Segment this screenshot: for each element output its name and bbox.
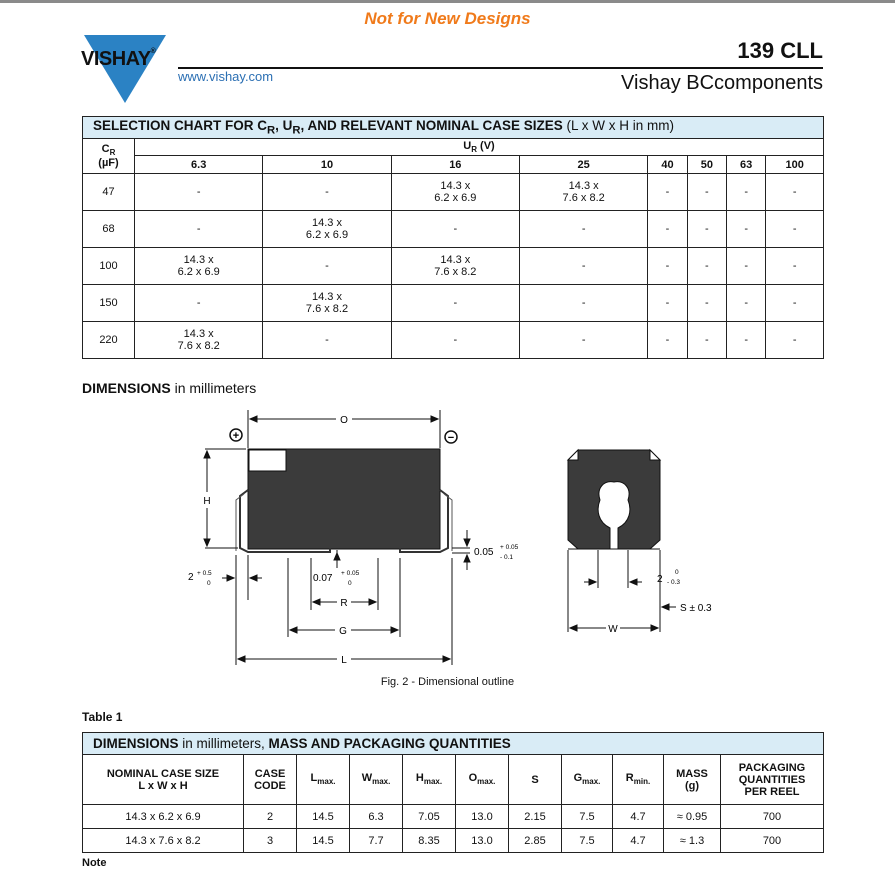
case-size-line: 14.3 x [440, 180, 471, 192]
case-size-cell [687, 285, 726, 322]
case-size-cell [519, 322, 647, 359]
case-size-line: 7.6 x 8.2 [177, 340, 220, 352]
table-cell: 3 [244, 829, 297, 853]
table-cell: 13.0 [456, 829, 509, 853]
case-size-line: - [581, 334, 586, 346]
table-row [83, 174, 824, 211]
case-size-cell [727, 285, 766, 322]
table-cell: 2.15 [509, 805, 562, 829]
table-cell: 14.3 x 6.2 x 6.9 [83, 805, 244, 829]
case-size-cell [135, 174, 263, 211]
table-cell: 14.5 [297, 805, 350, 829]
tol-2-plus: + 0.5 [197, 570, 212, 577]
case-size-line: 7.6 x 8.2 [434, 266, 477, 278]
header-case-size: NOMINAL CASE SIZE L x W x H [83, 755, 244, 805]
table-cell: 7.5 [562, 829, 613, 853]
capacitance-cell: 220 [83, 322, 135, 359]
case-size-line: 7.6 x 8.2 [562, 192, 605, 204]
case-size-cell [519, 211, 647, 248]
dim-label-o: O [340, 415, 348, 426]
case-size-line: - [665, 334, 670, 346]
dim-label-g: G [339, 626, 347, 637]
table-row [83, 805, 824, 829]
case-size-cell [766, 322, 824, 359]
voltage-header-row [83, 156, 824, 174]
case-size-cell [391, 248, 519, 285]
tol-005-plus: + 0.05 [500, 544, 519, 551]
table1-header-row [83, 755, 824, 805]
case-size-line: - [325, 334, 329, 346]
case-size-cell [135, 248, 263, 285]
case-size-cell [727, 174, 766, 211]
case-size-cell [391, 322, 519, 359]
registered-mark: ® [150, 48, 156, 55]
voltage-header: 50 [687, 156, 726, 174]
table-cell: 2 [244, 805, 297, 829]
case-size-line: - [704, 260, 709, 272]
tol-2r-plus: 0 [675, 569, 679, 576]
case-size-line: 14.3 x [440, 254, 471, 266]
case-size-line: - [453, 297, 458, 309]
header-mass: MASS (g) [664, 755, 721, 805]
table-cell: 7.05 [403, 805, 456, 829]
case-size-cell [263, 211, 391, 248]
header-w-max: $W_{max.}$ [350, 755, 403, 805]
tol-007-plus: + 0.05 [341, 570, 360, 577]
case-size-line: - [325, 186, 329, 198]
voltage-header: 6.3 [135, 156, 263, 174]
case-size-cell [727, 248, 766, 285]
voltage-header: 10 [263, 156, 391, 174]
case-size-line: 14.3 x [568, 180, 599, 192]
tol-007-main: 0.07 [313, 573, 333, 584]
table-row [83, 829, 824, 853]
case-size-line: 14.3 x [312, 291, 342, 303]
case-size-line: - [581, 297, 586, 309]
case-size-cell [135, 285, 263, 322]
table-cell: 6.3 [350, 805, 403, 829]
table1-label: Table 1 [82, 710, 123, 724]
tol-2-main: 2 [188, 572, 194, 583]
table-cell: 7.5 [562, 805, 613, 829]
case-size-line: - [792, 186, 797, 198]
case-size-cell [766, 285, 824, 322]
case-size-line: - [792, 223, 797, 235]
figure-caption: Fig. 2 - Dimensional outline [380, 676, 515, 688]
case-size-cell [766, 248, 824, 285]
table1-title: DIMENSIONS in millimeters, MASS AND PACKAGING QUANTITIES [83, 733, 824, 755]
tol-007-minus: 0 [348, 580, 352, 587]
voltage-header: 100 [766, 156, 824, 174]
header-g-max: $G_{max.}$ [562, 755, 613, 805]
table-cell: 14.3 x 7.6 x 8.2 [83, 829, 244, 853]
table-cell: 8.35 [403, 829, 456, 853]
case-size-cell [519, 248, 647, 285]
table-cell: 700 [721, 829, 824, 853]
capacitance-cell: 68 [83, 211, 135, 248]
voltage-header: 63 [727, 156, 766, 174]
case-size-line: - [196, 186, 201, 198]
not-for-new-designs-notice: Not for New Designs [364, 9, 531, 28]
case-size-line: 14.3 x [312, 217, 342, 229]
case-size-line: 6.2 x 6.9 [305, 229, 349, 241]
case-size-cell [766, 174, 824, 211]
case-size-cell [263, 248, 391, 285]
case-size-line: - [792, 334, 797, 346]
header-s: S [509, 755, 562, 805]
tol-005-minus: - 0.1 [500, 554, 514, 561]
tol-005-main: 0.05 [474, 547, 494, 558]
case-size-cell [519, 174, 647, 211]
case-size-cell [135, 211, 263, 248]
table-cell: 2.85 [509, 829, 562, 853]
case-size-line: - [792, 260, 797, 272]
voltage-header: 16 [391, 156, 519, 174]
header-o-max: $O_{max.}$ [456, 755, 509, 805]
ur-header: $U_R$ (V) [135, 139, 824, 156]
case-size-line: 7.6 x 8.2 [305, 303, 349, 315]
case-size-cell [135, 322, 263, 359]
header-r-min: $R_{min.}$ [613, 755, 664, 805]
table-cell: 700 [721, 805, 824, 829]
dim-label-l: L [341, 655, 347, 666]
case-size-cell [766, 211, 824, 248]
case-size-cell [687, 174, 726, 211]
case-size-cell [687, 322, 726, 359]
case-size-line: - [704, 223, 709, 235]
capacitance-cell: 150 [83, 285, 135, 322]
case-size-cell [391, 174, 519, 211]
negative-polarity-icon: − [447, 432, 455, 444]
header-h-max: $H_{max.}$ [403, 755, 456, 805]
positive-polarity-icon: + [232, 430, 240, 442]
case-size-cell [648, 248, 687, 285]
case-size-cell [648, 174, 687, 211]
capacitance-cell: 100 [83, 248, 135, 285]
voltage-header: 40 [648, 156, 687, 174]
header-l-max: $L_{max.}$ [297, 755, 350, 805]
table-row [83, 285, 824, 322]
top-border [0, 0, 895, 3]
dimensions-section-title: DIMENSIONS in millimeters [82, 380, 257, 396]
case-size-line: - [792, 297, 797, 309]
table-cell: 4.7 [613, 805, 664, 829]
case-size-cell [648, 211, 687, 248]
case-size-line: - [704, 334, 709, 346]
case-size-line: - [744, 260, 748, 272]
product-name: 139 CLL [737, 38, 823, 63]
header-divider [178, 67, 823, 69]
capacitance-cell: 47 [83, 174, 135, 211]
voltage-header: 25 [519, 156, 647, 174]
case-size-line: 6.2 x 6.9 [177, 266, 220, 278]
case-size-cell [687, 211, 726, 248]
selection-chart-title: SELECTION CHART FOR $C_R$, $U_R$, AND RELEVANT NOMINAL CASE SIZES (L x W x H in mm) [83, 117, 824, 139]
tol-2r-main: 2 [657, 574, 663, 585]
case-size-line: - [704, 186, 709, 198]
table-cell: ≈ 0.95 [664, 805, 721, 829]
website-link[interactable]: www.vishay.com [178, 69, 274, 84]
case-size-line: - [744, 223, 748, 235]
note-heading: Note [82, 857, 107, 869]
case-size-line: - [744, 186, 748, 198]
table-cell: 4.7 [613, 829, 664, 853]
case-size-cell [687, 248, 726, 285]
case-size-line: 14.3 x [183, 254, 214, 266]
case-size-line: - [665, 186, 670, 198]
case-size-line: - [744, 297, 748, 309]
vishay-logo-text [81, 48, 155, 71]
header-packaging: PACKAGING QUANTITIES PER REEL [721, 755, 824, 805]
case-size-cell [648, 322, 687, 359]
cr-header: $C_R$ (µF) [83, 139, 135, 174]
header-case-code: CASE CODE [244, 755, 297, 805]
tol-2r-minus: - 0.3 [667, 579, 681, 586]
table-cell: 14.5 [297, 829, 350, 853]
case-size-line: - [665, 260, 670, 272]
case-size-line: - [453, 334, 458, 346]
dimensions-mass-table [82, 732, 824, 853]
case-size-line: - [665, 223, 670, 235]
case-size-cell [391, 285, 519, 322]
case-size-line: - [196, 223, 201, 235]
case-size-cell [391, 211, 519, 248]
tol-2-minus: 0 [207, 580, 211, 587]
case-size-cell [648, 285, 687, 322]
dimensional-outline-figure [0, 400, 895, 675]
case-size-line: - [196, 297, 201, 309]
table-row [83, 322, 824, 359]
table-cell: 13.0 [456, 805, 509, 829]
case-size-line: - [665, 297, 670, 309]
dim-label-h: H [203, 496, 211, 507]
case-size-cell [727, 211, 766, 248]
logo-text: VISHAY [81, 48, 151, 70]
dim-label-s: S ± 0.3 [680, 603, 712, 614]
case-size-cell [727, 322, 766, 359]
case-size-cell [263, 322, 391, 359]
case-size-line: - [704, 297, 709, 309]
case-size-line: 14.3 x [183, 328, 214, 340]
table-cell: 7.7 [350, 829, 403, 853]
case-size-cell [263, 285, 391, 322]
company-name: Vishay BCcomponents [621, 72, 823, 94]
case-size-line: 6.2 x 6.9 [434, 192, 477, 204]
table-cell: ≈ 1.3 [664, 829, 721, 853]
case-size-cell [519, 285, 647, 322]
case-size-line: - [581, 223, 586, 235]
table-row [83, 248, 824, 285]
selection-chart-table [82, 116, 824, 359]
dim-label-r: R [340, 598, 348, 609]
table-row [83, 211, 824, 248]
case-size-line: - [325, 260, 329, 272]
case-size-line: - [744, 334, 748, 346]
case-size-cell [263, 174, 391, 211]
dim-label-w: W [608, 624, 618, 635]
case-size-line: - [581, 260, 586, 272]
case-size-line: - [453, 223, 458, 235]
